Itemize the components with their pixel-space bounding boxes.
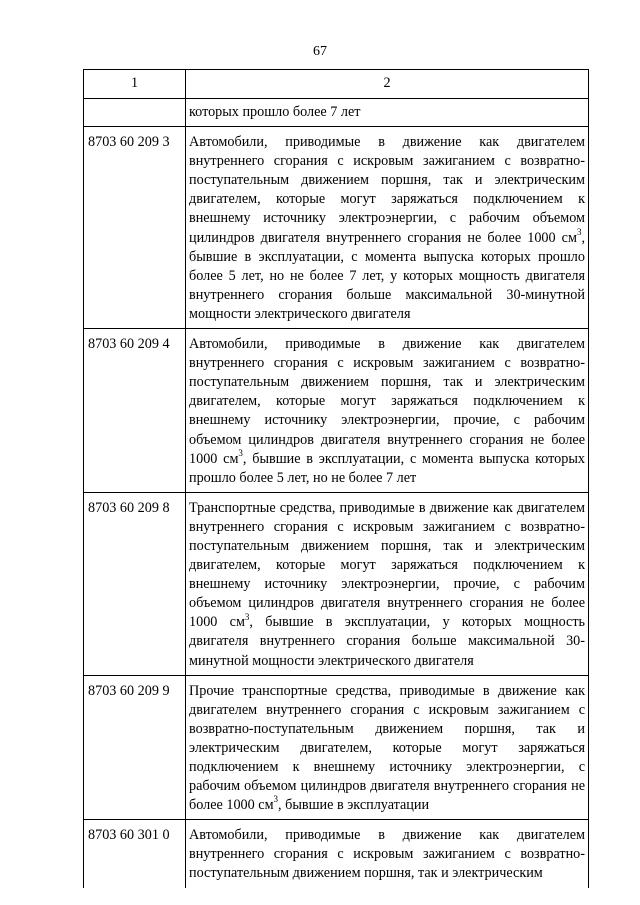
table-row <box>84 329 589 493</box>
description-cell: которых прошло более 7 лет <box>186 99 589 127</box>
superscript: 3 <box>273 794 279 805</box>
page-number: 67 <box>313 44 327 59</box>
superscript: 3 <box>244 611 250 622</box>
description-text-cont: , бывшие в эксплуатации, с момента выпуска которых прошло более 5 лет, но не более 7 лет, у которых мощность двигателя внутреннего сгорания больше максимальной 30-минутной мощности электрического двигателя <box>189 229 585 322</box>
description-cell <box>186 820 589 888</box>
table-header-row <box>84 70 589 99</box>
table-row <box>84 820 589 888</box>
code-cell: 8703 60 209 4 <box>84 329 186 493</box>
superscript: 3 <box>238 447 243 458</box>
description-cell <box>186 329 589 493</box>
header-col-1: 1 <box>84 70 186 99</box>
description-text: Транспортные средства, приводимые в движение как двигателем внутреннего сгорания с искровым зажиганием с возвратно-поступательным движением поршня, так и электрическим двигателем, которые могут заряжаться подключением к внешнему источнику электроэнергии, прочие, с рабочим объемом цилиндров двигателя внутреннего сгорания не более 1000 см <box>189 499 585 631</box>
description-text: Прочие транспортные средства, приводимые в движение как двигателем внутреннего сгорания с искровым зажиганием с возвратно-поступательным движением поршня, так и электрическим двигателем, которые могут заряжаться подключением к внешнему источнику электроэнергии, с рабочим объемом цилиндров двигателя внутреннего сгорания не более 1000 см <box>189 682 585 814</box>
header-col-2: 2 <box>186 70 589 99</box>
code-cell-empty <box>84 99 186 127</box>
description-text: Автомобили, приводимые в движение как двигателем внутреннего сгорания с искровым зажиганием с возвратно-поступательным движением поршня, так и электрическим двигателем, которые могут заряжаться подключением к внешнему источнику электроэнергии, с рабочим объемом цилиндров двигателя внутреннего сгорания не более 1000 см <box>189 134 585 246</box>
superscript: 3 <box>576 226 582 237</box>
tariff-table <box>83 69 589 888</box>
description-cell <box>186 127 589 329</box>
table-row-continuation <box>84 99 589 127</box>
description-text-cont: , бывшие в эксплуатации <box>278 797 430 814</box>
description-text-cont: , бывшие в эксплуатации, с момента выпуска которых прошло более 5 лет, но не более 7 лет <box>189 450 585 486</box>
code-cell: 8703 60 209 3 <box>84 127 186 329</box>
description-cell <box>186 492 589 675</box>
table-row <box>84 675 589 820</box>
code-cell: 8703 60 301 0 <box>84 820 186 888</box>
code-cell: 8703 60 209 9 <box>84 675 186 820</box>
table-row <box>84 127 589 329</box>
table-row <box>84 492 589 675</box>
description-text: Автомобили, приводимые в движение как двигателем внутреннего сгорания с искровым зажиганием с возвратно-поступательным движением поршня, так и электрическим <box>189 827 585 882</box>
description-text: Автомобили, приводимые в движение как двигателем внутреннего сгорания с искровым зажиганием с возвратно-поступательным движением поршня, так и электрическим двигателем, которые могут заряжаться подключением к внешнему источнику электроэнергии, прочие, с рабочим объемом цилиндров двигателя внутреннего сгорания не более 1000 см <box>189 336 585 467</box>
code-cell: 8703 60 209 8 <box>84 492 186 675</box>
description-cell <box>186 675 589 820</box>
description-text-cont: , бывшие в эксплуатации, у которых мощность двигателя внутреннего сгорания больше максимальной 30-минутной мощности электрического двигателя <box>189 614 585 669</box>
